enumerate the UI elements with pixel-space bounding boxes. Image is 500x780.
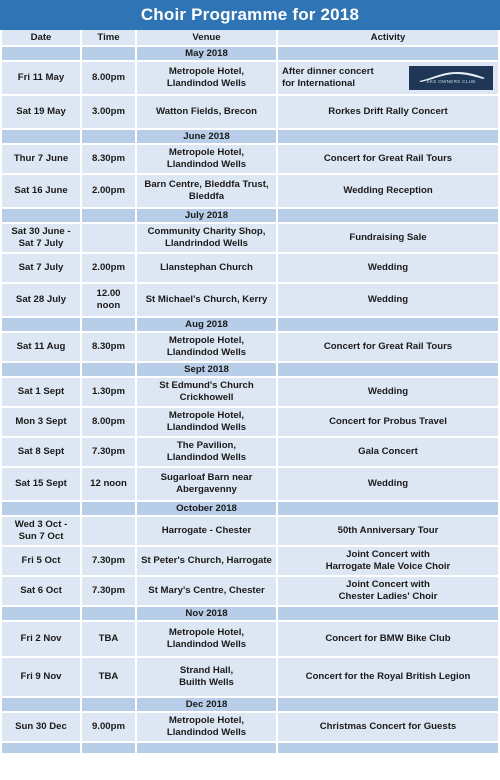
event-date: Sat 6 Oct: [2, 577, 82, 607]
event-date: Sat 16 June: [2, 175, 82, 209]
programme-table: [2, 30, 498, 755]
event-time: 12.00 noon: [82, 284, 137, 318]
column-header-activity: Activity: [278, 30, 498, 47]
table-row: [2, 658, 498, 698]
event-activity: Concert for Probus Travel: [278, 408, 498, 438]
column-header-time: Time: [82, 30, 137, 47]
table-footer-row: [2, 743, 498, 755]
event-activity: Fundraising Sale: [278, 224, 498, 254]
event-activity: Concert for BMW Bike Club: [278, 622, 498, 658]
event-time: 12 noon: [82, 468, 137, 502]
event-venue: Watton Fields, Brecon: [137, 96, 278, 130]
event-date: Sun 30 Dec: [2, 713, 82, 743]
table-header-row: [2, 30, 498, 47]
event-time: TBA: [82, 658, 137, 698]
event-time: 8.00pm: [82, 62, 137, 96]
event-venue: The Pavilion, Llandindod Wells: [137, 438, 278, 468]
month-label: Dec 2018: [137, 698, 278, 713]
event-date: Fri 5 Oct: [2, 547, 82, 577]
event-date: Thur 7 June: [2, 145, 82, 175]
month-row-june: [2, 130, 498, 145]
event-date: Fri 9 Nov: [2, 658, 82, 698]
table-row: [2, 254, 498, 284]
month-label: Nov 2018: [137, 607, 278, 622]
event-activity: Concert for the Royal British Legion: [278, 658, 498, 698]
event-activity: Concert for Great Rail Tours: [278, 333, 498, 363]
event-venue: Llanstephan Church: [137, 254, 278, 284]
month-row-oct: [2, 502, 498, 517]
event-venue: Metropole Hotel, Llandindod Wells: [137, 145, 278, 175]
event-date: Sat 19 May: [2, 96, 82, 130]
month-label: Sept 2018: [137, 363, 278, 378]
month-label: May 2018: [137, 47, 278, 62]
event-date: Sat 15 Sept: [2, 468, 82, 502]
event-time: 1.30pm: [82, 378, 137, 408]
table-row: [2, 713, 498, 743]
event-activity: Rorkes Drift Rally Concert: [278, 96, 498, 130]
event-venue: Metropole Hotel, Llandindod Wells: [137, 622, 278, 658]
event-time: [82, 517, 137, 547]
event-venue: Metropole Hotel, Llandindod Wells: [137, 62, 278, 96]
event-activity: Joint Concert with Chester Ladies' Choir: [278, 577, 498, 607]
event-venue: Community Charity Shop, Llandrindod Wells: [137, 224, 278, 254]
event-venue: Barn Centre, Bleddfa Trust, Bleddfa: [137, 175, 278, 209]
month-row-aug: [2, 318, 498, 333]
month-row-may: [2, 47, 498, 62]
event-activity: Wedding: [278, 378, 498, 408]
event-venue: St Mary's Centre, Chester: [137, 577, 278, 607]
event-time: 7.30pm: [82, 577, 137, 607]
event-time: [82, 224, 137, 254]
table-row: [2, 547, 498, 577]
table-row: [2, 284, 498, 318]
month-row-sept: [2, 363, 498, 378]
table-row: [2, 145, 498, 175]
event-activity: Wedding: [278, 284, 498, 318]
event-venue: Harrogate - Chester: [137, 517, 278, 547]
event-date: Mon 3 Sept: [2, 408, 82, 438]
event-activity: Christmas Concert for Guests: [278, 713, 498, 743]
event-venue: St Michael's Church, Kerry: [137, 284, 278, 318]
event-time: 7.30pm: [82, 438, 137, 468]
table-row: [2, 408, 498, 438]
event-time: TBA: [82, 622, 137, 658]
event-time: 9.00pm: [82, 713, 137, 743]
table-row: [2, 577, 498, 607]
event-date: Wed 3 Oct - Sun 7 Oct: [2, 517, 82, 547]
event-venue: Sugarloaf Barn near Abergavenny: [137, 468, 278, 502]
month-label: October 2018: [137, 502, 278, 517]
event-venue: Strand Hall, Builth Wells: [137, 658, 278, 698]
event-date: Sat 30 June - Sat 7 July: [2, 224, 82, 254]
event-activity: 50th Anniversary Tour: [278, 517, 498, 547]
table-row: [2, 622, 498, 658]
event-date: Sat 8 Sept: [2, 438, 82, 468]
event-date: Sat 28 July: [2, 284, 82, 318]
table-row: [2, 438, 498, 468]
event-date: Fri 11 May: [2, 62, 82, 96]
event-activity: Gala Concert: [278, 438, 498, 468]
event-activity: Joint Concert with Harrogate Male Voice Choir: [278, 547, 498, 577]
table-row: [2, 378, 498, 408]
table-row: [2, 468, 498, 502]
event-date: Sat 7 July: [2, 254, 82, 284]
event-activity: Wedding: [278, 254, 498, 284]
event-venue: St Peter's Church, Harrogate: [137, 547, 278, 577]
page-title: Choir Programme for 2018: [0, 0, 500, 30]
month-label: June 2018: [137, 130, 278, 145]
event-time: 8.00pm: [82, 408, 137, 438]
event-date: Sat 11 Aug: [2, 333, 82, 363]
event-time: 7.30pm: [82, 547, 137, 577]
month-label: July 2018: [137, 209, 278, 224]
month-row-dec: [2, 698, 498, 713]
event-activity: After dinner concert for International XKS OWNERS CLUB: [278, 62, 498, 96]
event-activity: Wedding Reception: [278, 175, 498, 209]
event-venue: Metropole Hotel, Llandindod Wells: [137, 713, 278, 743]
month-row-july: [2, 209, 498, 224]
event-time: 2.00pm: [82, 175, 137, 209]
logo-caption: XKS OWNERS CLUB: [426, 79, 476, 84]
table-row: [2, 175, 498, 209]
table-row: [2, 224, 498, 254]
month-row-nov: [2, 607, 498, 622]
event-activity: Concert for Great Rail Tours: [278, 145, 498, 175]
table-row: [2, 62, 498, 96]
event-time: 8.30pm: [82, 145, 137, 175]
event-time: 8.30pm: [82, 333, 137, 363]
event-venue: Metropole Hotel, Llandindod Wells: [137, 333, 278, 363]
table-row: [2, 517, 498, 547]
owners-club-logo: [409, 66, 493, 90]
column-header-date: Date: [2, 30, 82, 47]
event-date: Sat 1 Sept: [2, 378, 82, 408]
event-activity: Wedding: [278, 468, 498, 502]
event-time: 3.00pm: [82, 96, 137, 130]
event-venue: St Edmund's Church Crickhowell: [137, 378, 278, 408]
month-label: Aug 2018: [137, 318, 278, 333]
event-venue: Metropole Hotel, Llandindod Wells: [137, 408, 278, 438]
table-row: [2, 96, 498, 130]
event-time: 2.00pm: [82, 254, 137, 284]
event-date: Fri 2 Nov: [2, 622, 82, 658]
table-row: [2, 333, 498, 363]
column-header-venue: Venue: [137, 30, 278, 47]
